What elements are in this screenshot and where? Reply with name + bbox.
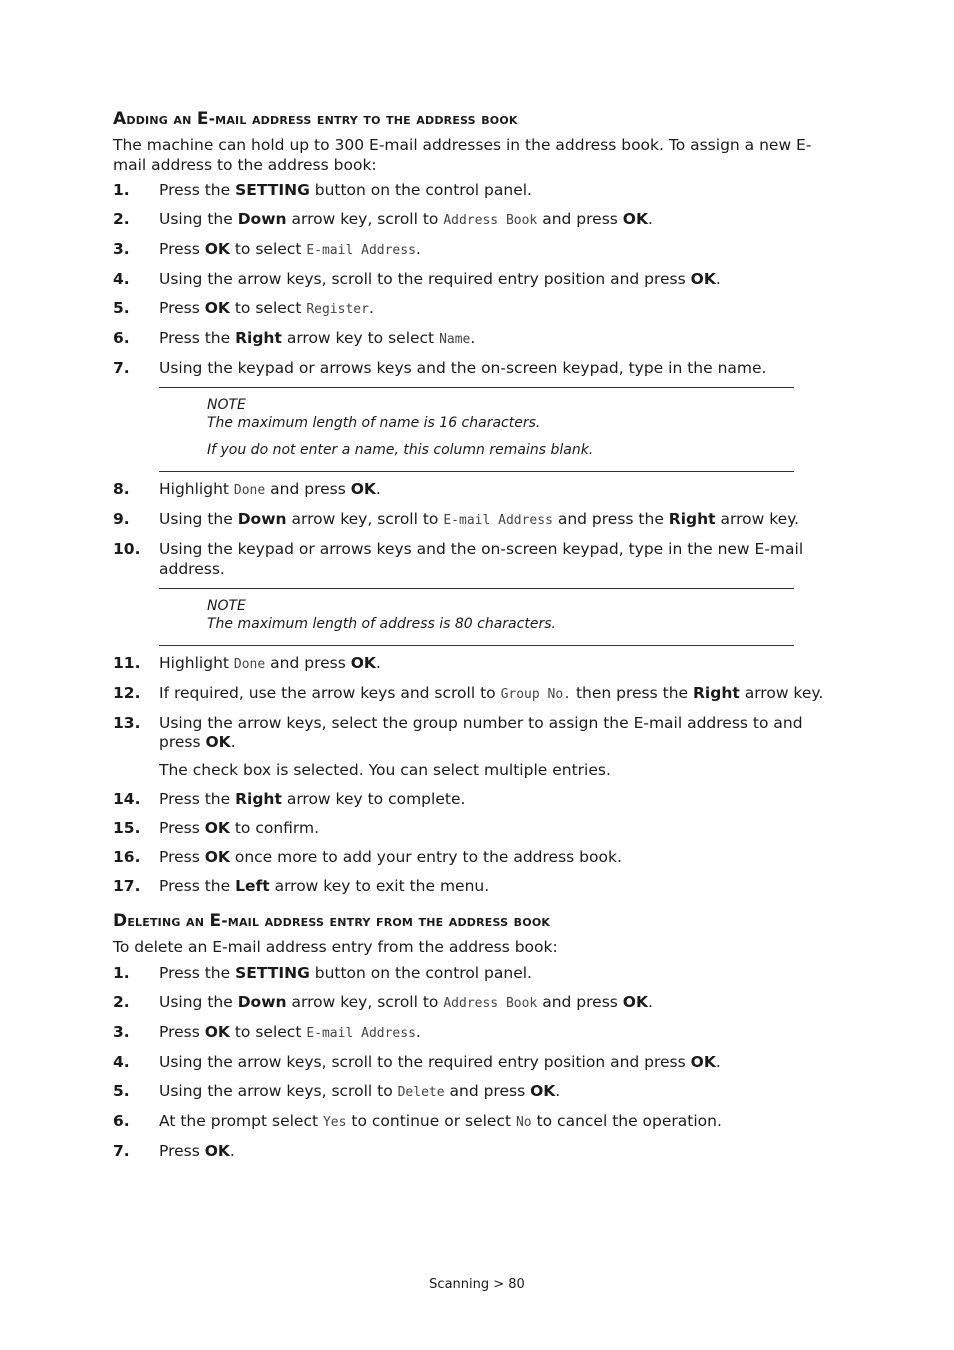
step-item: 7. Using the keypad or arrows keys and the on-screen keypad, type in the name. xyxy=(113,359,767,377)
note-text: If you do not enter a name, this column remains blank. xyxy=(207,442,594,458)
note-box xyxy=(159,588,794,646)
step-subtext: The check box is selected. You can select multiple entries. xyxy=(159,761,611,779)
note-box xyxy=(159,387,794,472)
intro-paragraph: The machine can hold up to 300 E-mail addresses in the address book. To assign a new E-mail address to the address book: xyxy=(113,136,812,174)
note-text: The maximum length of name is 16 characters. xyxy=(207,415,541,431)
step-item: 4. Using the arrow keys, scroll to the required entry position and press OK. xyxy=(113,1052,721,1071)
step-item: 14. Press the Right arrow key to complete. xyxy=(113,789,466,808)
step-item: 1. Press the SETTING button on the control panel. xyxy=(113,963,532,982)
step-item: 9. Using the Down arrow key, scroll to E-mail Address and press the Right arrow key. xyxy=(113,510,800,528)
note-label: NOTE xyxy=(207,397,246,413)
intro-paragraph: To delete an E-mail address entry from the address book: xyxy=(113,938,558,956)
note-text: The maximum length of address is 80 characters. xyxy=(207,615,556,632)
step-item: 13. Using the arrow keys, select the group number to assign the E-mail address to and press OK. xyxy=(113,713,803,751)
step-item: 7. Press OK. xyxy=(113,1141,235,1160)
step-item: 3. Press OK to select E-mail Address. xyxy=(113,240,421,258)
page-footer: Scanning > 80 xyxy=(429,1277,525,1292)
note-label: NOTE xyxy=(207,597,246,614)
step-item: 3. Press OK to select E-mail Address. xyxy=(113,1022,421,1041)
step-item: 12. If required, use the arrow keys and scroll to Group No. then press the Right arrow key. xyxy=(113,683,824,702)
steps-list-adding-cont xyxy=(113,480,841,579)
steps-list-adding-cont3 xyxy=(113,790,841,897)
section-heading-deleting: Deleting an E-mail address entry from the address book xyxy=(113,911,551,931)
step-item: 17. Press the Left arrow key to exit the menu. xyxy=(113,876,490,895)
step-item: 1. Press the SETTING button on the control panel. xyxy=(113,181,532,199)
section-heading-adding: Adding an E-mail address entry to the address book xyxy=(113,109,518,129)
step-item: 5. Press OK to select Register. xyxy=(113,299,374,317)
page-content xyxy=(113,108,841,1171)
step-item: 5. Using the arrow keys, scroll to Delete and press OK. xyxy=(113,1081,561,1100)
step-item: 6. Press the Right arrow key to select Name. xyxy=(113,329,476,347)
step-item: 16. Press OK once more to add your entry to the address book. xyxy=(113,847,622,866)
step-item: 2. Using the Down arrow key, scroll to Address Book and press OK. xyxy=(113,992,653,1011)
step-item: 4. Using the arrow keys, scroll to the required entry position and press OK. xyxy=(113,270,721,288)
step-item: 8. Highlight Done and press OK. xyxy=(113,480,381,498)
step-item: 11. Highlight Done and press OK. xyxy=(113,653,381,672)
steps-list-adding-cont2 xyxy=(113,654,841,753)
section-deleting xyxy=(113,910,841,1161)
step-item: 6. At the prompt select Yes to continue or select No to cancel the operation. xyxy=(113,1111,722,1130)
steps-list-adding xyxy=(113,181,841,379)
step-item: 15. Press OK to confirm. xyxy=(113,818,320,837)
step-item: 10. Using the keypad or arrows keys and the on-screen keypad, type in the new E-mail address. xyxy=(113,540,804,578)
steps-list-deleting xyxy=(113,964,841,1162)
step-item: 2. Using the Down arrow key, scroll to Address Book and press OK. xyxy=(113,210,653,228)
